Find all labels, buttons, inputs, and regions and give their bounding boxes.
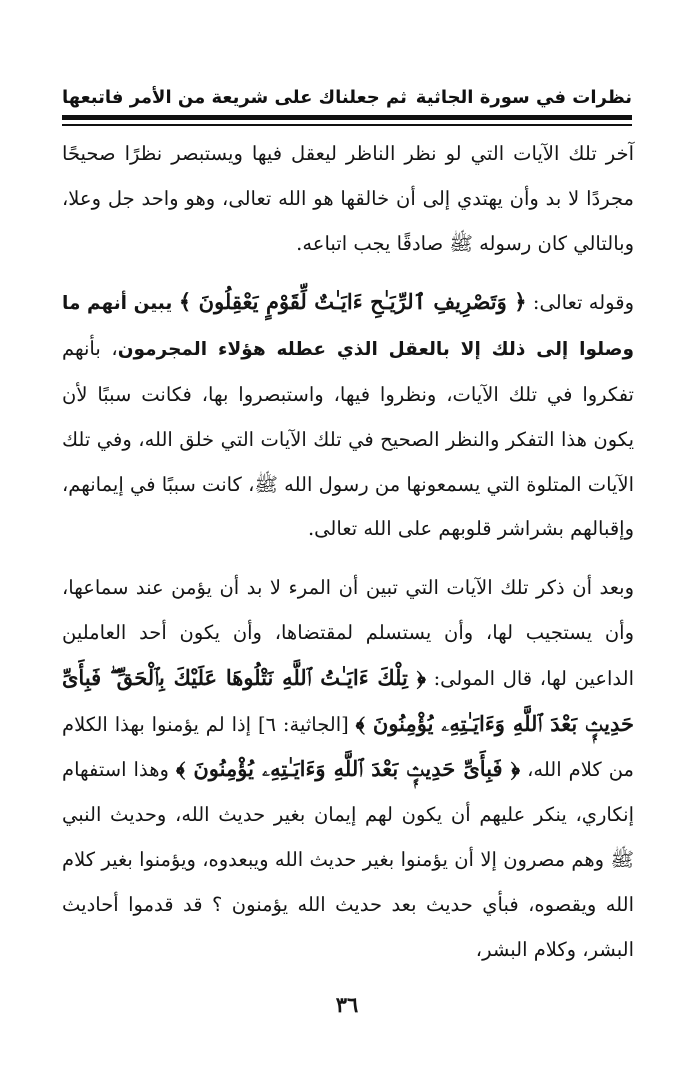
page-number: ٣٦ [335,992,359,1017]
paragraph-3 [62,566,634,972]
paragraph-3-intro: وبعد أن ذكر تلك الآيات التي تبين أن المرء لا بد أن يؤمن عند سماعها، وأن يستجيب لها، وأن يستسلم لمقتضاها، وأن يكون أحد العاملين الداعين لها، قال المولى: [62,576,634,690]
paragraph-1-text: آخر تلك الآيات التي لو نظر الناظر ليعقل فيها ويستبصر نظرًا صحيحًا مجردًا لا بد وأن يهتدي إلى أن خالقها هو الله تعالى، وهو واحد جل وعلا، وبالتالي كان رسوله ﷺ صادقًا يجب اتباعه. [62,142,634,255]
header-chapter-title: نظرات في سورة الجاثية [415,87,632,108]
quran-quote: ﴿ تِلْكَ ءَايَـٰتُ ٱللَّهِ نَتْلُوهَا عَلَيْكَ بِٱلْحَقِّ ۖ فَبِأَىِّ حَدِيثٍۭ بَعْدَ ٱللَّهِ وَءَايَـٰتِهِۦ يُؤْمِنُونَ ﴾ [62,664,635,736]
paragraph-2-rest: ، بأنهم تفكروا في تلك الآيات، ونظروا فيها، واستبصروا بها، فكانت سببًا لأن يكون هذا التفكر والنظر الصحيح في تلك الآيات التي خلق الله، وفي تلك الآيات المتلوة التي يسمعونها من رسول الله ﷺ، كانت سببًا في إيمانهم، وإقبالهم بشراشر قلوبهم على الله تعالى. [62,337,634,541]
paragraph-2-intro: وقوله تعالى: [526,291,634,315]
verse-reference: [الجاثية: ٦] إذا لم يؤمنوا بهذا الكلام من كلام الله، [62,712,634,782]
page-body [62,132,634,972]
quran-quote: ﴿ وَتَصْرِيفِ ٱلرِّيَـٰحِ ءَايَـٰتٌ لِّقَوْمٍ يَعْقِلُونَ ﴾ [178,289,527,315]
header-rule-thin [62,124,632,126]
paragraph-2 [62,280,634,552]
bold-statement: يبين أنهم ما وصلوا إلى ذلك إلا بالعقل الذي عطله هؤلاء المجرمون [62,293,634,361]
paragraph-1 [62,132,634,266]
running-header [62,72,632,108]
header-section-title: ثم جعلناك على شريعة من الأمر فاتبعها [62,87,407,108]
header-rule-thick [62,115,632,120]
paragraph-3-rest: وهذا استفهام إنكاري، ينكر عليهم أن يكون لهم إيمان بغير حديث الله، وحديث النبي ﷺ وهم مصرون إلا أن يؤمنوا بغير حديث الله ويبعدوه، ويؤمنوا بغير كلام الله ويقصوه، فبأي حديث بعد حديث الله يؤمنون ؟ قد قدموا أحاديث البشر، وكلام البشر، [62,758,634,961]
quran-quote: ﴿ فَبِأَىِّ حَدِيثٍۭ بَعْدَ ٱللَّهِ وَءَايَـٰتِهِۦ يُؤْمِنُونَ ﴾ [175,756,521,782]
